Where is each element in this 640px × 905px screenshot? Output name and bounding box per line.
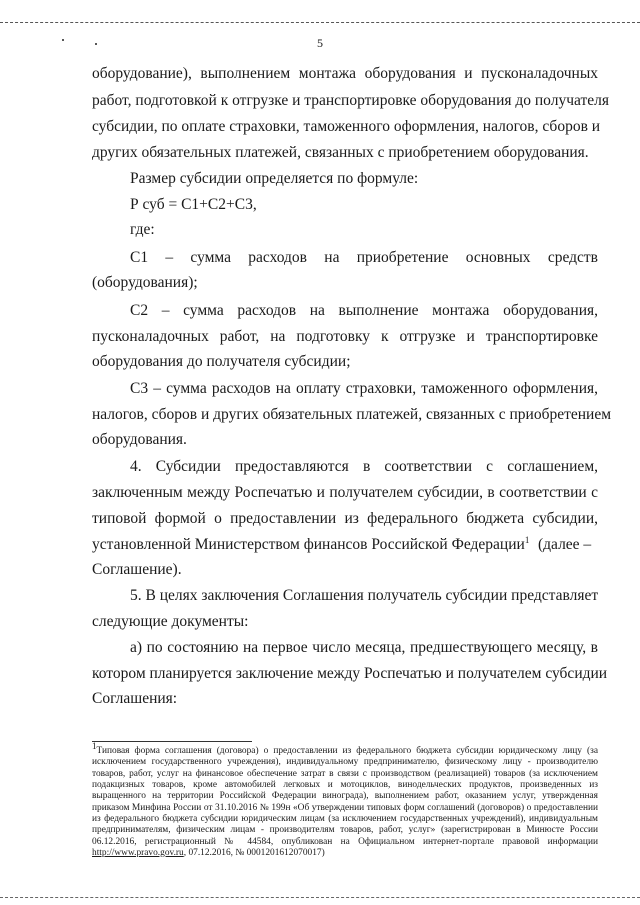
subclause-a-cont: котором планируется заключение между Роспечатью и получателем субсидии [92,665,608,682]
formula-intro: Размер субсидии определяется по формуле: [130,170,419,187]
clause-5: 5. В целях заключения Соглашения получатель субсидии представляет [130,587,599,604]
formula: Р суб = С1+С2+С3, [130,196,257,213]
definition-c1: С1 – сумма расходов на приобретение основных средств [130,249,598,266]
clause-4-text: установленной Министерством финансов Российской Федерации [92,536,525,553]
paragraph-line: оборудование), выполнением монтажа оборудования и пусконаладочных [92,65,598,82]
paragraph-line: других обязательных платежей, связанных с приобретением оборудования. [92,144,589,161]
footnote-separator [92,741,252,742]
definition-c3-cont: оборудования. [92,431,187,448]
footnote-text: Типовая форма соглашения (договора) о предоставлении из федерального бюджета субсидии юридическому лицу (за исключением государственного учреждения), индивидуальному предпринимателю, физическому лицу - производителю товаров, работ, услуг на финансовое обеспечение затрат в связи с производством (реализацией) товаров (за исключением подакцизных товаров, кроме автомобилей легковых и мотоциклов, винодельческих продуктов, произведенных из выращенного на территории Российской Федерации винограда), выполнением работ, оказанием услуг, утвержденная приказом Минфина России от 31.10.2016 № 199н «Об утверждении типовых форм соглашений (договоров) о предоставлении из федерального бюджета субсидии юридическим лицам (за исключением государственных учреждений), индивидуальным предпринимателям, физическим лицам - производителям товаров, работ, услуг» (зарегистрирован в Минюсте России 06.12.2016, регистрационный № 44584, опубликован на Официальном интернет-портале правовой информации [92,746,598,847]
clause-4-cont: типовой формой о предоставлении из федерального бюджета субсидии, [92,510,598,527]
where-label: где: [130,221,155,238]
paragraph-line: субсидии, по оплате страховки, таможенного оформления, налогов, сборов и [92,118,601,135]
clause-4-cont: заключенным между Роспечатью и получателем субсидии, в соответствии с [92,484,598,501]
page-number: 5 [317,36,323,50]
paragraph-line: работ, подготовкой к отгрузке и транспортировке оборудования до получателя [92,92,609,109]
subclause-a: а) по состоянию на первое число месяца, предшествующего месяцу, в [130,639,598,656]
scan-bottom-edge [0,897,640,898]
footnote-link[interactable]: http://www.pravo.gov.ru [92,847,184,858]
footnote [92,741,598,859]
definition-c2-cont: пусконаладочных работ, на подготовку к отгрузке и транспортировке [92,328,598,345]
footnote-ref: 1 [524,534,530,545]
definition-c1-cont: (оборудования); [92,274,198,291]
subclause-a-cont: Соглашения: [92,690,178,707]
footnote-mark: 1 [92,741,97,751]
scan-top-edge [0,22,640,23]
clause-4-cont [92,536,529,554]
clause-4-end: (далее – [538,536,592,553]
clause-5-cont: следующие документы: [92,613,249,630]
definition-c3: С3 – сумма расходов на оплату страховки, таможенного оформления, [130,380,598,397]
clause-4: 4. Субсидии предоставляются в соответствии с соглашением, [130,458,598,475]
clause-4-cont: Соглашение). [92,561,182,578]
definition-c2: С2 – сумма расходов на выполнение монтажа оборудования, [130,302,598,319]
definition-c2-cont: оборудования до получателя субсидии; [92,353,351,370]
footnote-tail: , 07.12.2016, № 0001201612070017) [183,847,325,858]
definition-c3-cont: налогов, сборов и других обязательных платежей, связанных с приобретением [92,406,612,423]
